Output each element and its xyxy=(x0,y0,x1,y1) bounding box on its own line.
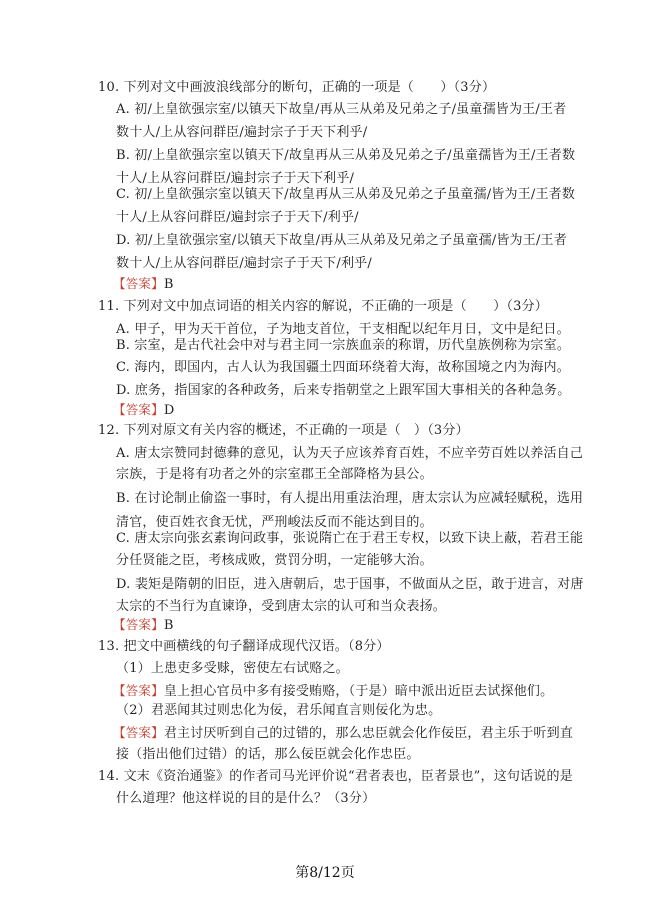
q13-answer-2-line2: 接（指出他们过错）的话，那么佞臣就会化作忠臣。 xyxy=(116,747,420,762)
q10-option-d-line1: D. 初/上皇欲强宗室/以镇天下故皇/再从三从弟及兄弟之子虽童孺/皆为王/王者 xyxy=(116,233,567,248)
q12-answer xyxy=(113,616,174,635)
q12-option-a-line2: 宗族，于是将有功者之外的宗室郡王全部降格为县公。 xyxy=(116,467,433,482)
q12-option-c-line1: C. 唐太宗向张玄素询问政事，张说隋亡在于君王专权，以致下诀上蔽，若君王能 xyxy=(116,531,584,546)
q12-option-b-line2: 清官，使百姓衣食无忧，严刑峻法反而不能达到目的。 xyxy=(116,515,433,530)
q13-answer-2-line1 xyxy=(113,724,573,743)
q10-option-c-line1: C. 初/上皇欲强宗室以镇天下/故皇再从三从弟及兄弟之子虽童孺/皆为王/王者数 xyxy=(116,187,576,202)
q13-answer-1 xyxy=(113,682,553,701)
question-14-stem-line2: 什么道理？他这样说的目的是什么？（3分） xyxy=(116,791,376,806)
answer-value: B xyxy=(163,277,174,292)
q10-option-c-line2: 十人/上从容问群臣/遍封宗子于天下/利乎/ xyxy=(116,210,359,225)
question-14-stem-line1: 14. 文末《资治通鉴》的作者司马光评价说“君者表也，臣者景也”，这句话说的是 xyxy=(98,769,573,784)
q12-option-c-line2: 分任贤能之臣，考核成败，赏罚分明，一定能够大治。 xyxy=(116,553,433,568)
answer-value: D xyxy=(163,403,175,418)
q10-option-b-line2: 十人/上从容问群臣/遍封宗子于天下利乎/ xyxy=(116,171,355,186)
answer-value: B xyxy=(163,618,174,633)
q13-sentence-2: （2）君恶闻其过则忠化为佞，君乐闻直言则佞化为忠。 xyxy=(116,703,442,718)
q13-sentence-1: （1）上患吏多受赇，密使左右试赂之。 xyxy=(116,661,349,676)
q10-option-a-line1: A. 初/上皇欲强宗室/以镇天下故皇/再从三从弟及兄弟之子/虽童孺皆为王/王者 xyxy=(116,102,567,117)
page-number: 第8/12页 xyxy=(295,865,355,881)
q11-option-a: A. 甲子，甲为天干首位，子为地支首位，干支相配以纪年月日，文中是纪日。 xyxy=(116,322,570,337)
q10-option-d-line2: 数十人/上从容问群臣/遍封宗子于天下/利乎/ xyxy=(116,256,372,271)
q12-option-b-line1: B. 在讨论制止偷盗一事时，有人提出用重法治理，唐太宗认为应减轻赋税，选用 xyxy=(116,491,584,506)
q11-option-b: B. 宗室，是古代社会中对与君主同一宗族血亲的称谓，历代皇族例称为宗室。 xyxy=(116,338,571,353)
question-10-stem: 10. 下列对文中画波浪线部分的断句，正确的一项是（ ）（3分） xyxy=(98,80,496,95)
answer-label: 【答案】 xyxy=(113,725,164,740)
q12-option-d-line2: 太宗的不当行为直谏诤，受到唐太宗的认可和当众表扬。 xyxy=(116,599,447,614)
q10-answer xyxy=(113,275,174,294)
answer-label: 【答案】 xyxy=(113,683,164,698)
question-13-stem: 13. 把文中画横线的句子翻译成现代汉语。（8分） xyxy=(98,639,390,654)
q11-option-d: D. 庶务，指国家的各种政务，后来专指朝堂之上跟军国大事相关的各种急务。 xyxy=(116,383,571,398)
answer-text: 君主讨厌听到自己的过错的，那么忠臣就会化作佞臣，君主乐于听到直 xyxy=(163,726,574,741)
answer-label: 【答案】 xyxy=(113,402,164,417)
q12-option-d-line1: D. 裴矩是隋朝的旧臣，进入唐朝后，忠于国事，不做面从之臣，敢于进言，对唐 xyxy=(116,577,584,592)
answer-text: 皇上担心官员中多有接受贿赂，（于是）暗中派出近臣去试探他们。 xyxy=(163,684,554,699)
q12-option-a-line1: A. 唐太宗赞同封德彝的意见，认为天子应该养育百姓，不应辛劳百姓以养活自己 xyxy=(116,446,584,461)
q11-answer xyxy=(113,401,174,420)
q11-option-c: C. 海内，即国内，古人认为我国疆土四面环绕着大海，故称国境之内为海内。 xyxy=(116,360,570,375)
answer-label: 【答案】 xyxy=(113,276,164,291)
q10-option-a-line2: 数十人/上从容问群臣/遍封宗子于天下利乎/ xyxy=(116,125,368,140)
question-12-stem: 12. 下列对原文有关内容的概述，不正确的一项是（ ）（3分） xyxy=(98,423,469,438)
question-11-stem: 11. 下列对文中加点词语的相关内容的解说，不正确的一项是（ ）（3分） xyxy=(98,299,548,314)
q10-option-b-line1: B. 初/上皇欲强宗室以镇天下/故皇再从三从弟及兄弟之子/虽童孺皆为王/王者数 xyxy=(116,148,576,163)
answer-label: 【答案】 xyxy=(113,617,164,632)
